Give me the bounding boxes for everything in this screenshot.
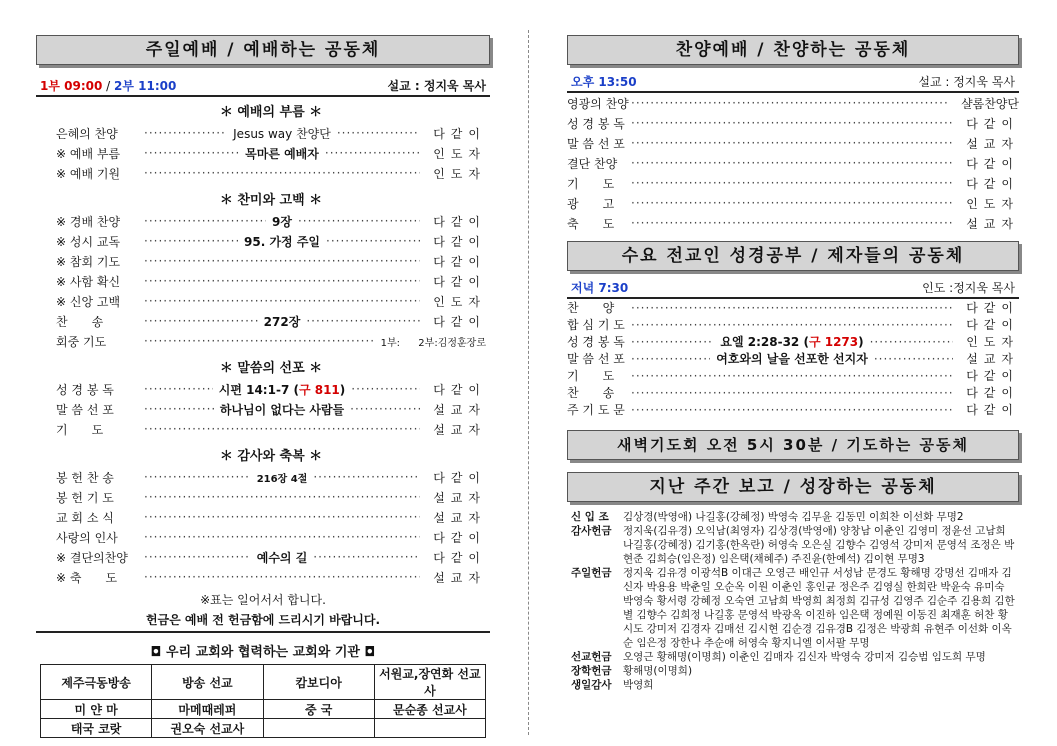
section-call-to-worship: ＊ 예배의 부름 ＊ bbox=[219, 105, 323, 120]
report-row bbox=[567, 566, 1019, 650]
order-row bbox=[567, 316, 1019, 333]
sunday-order bbox=[36, 103, 490, 587]
sermon-preacher: 설교 : 정지욱 목사 bbox=[387, 79, 486, 93]
table-row bbox=[41, 719, 486, 738]
row-person: 다같이 bbox=[966, 176, 1019, 191]
order-row bbox=[56, 123, 486, 143]
sunday-service-banner: 주일예배 / 예배하는 공동체 bbox=[36, 35, 490, 65]
wednesday-order bbox=[567, 299, 1019, 418]
table-cell: 마메때레퍼 bbox=[152, 700, 263, 719]
praise-order bbox=[567, 93, 1019, 233]
row-person: 다같이 bbox=[433, 470, 487, 485]
order-row bbox=[56, 311, 486, 331]
wednesday-time: 저녁 7:30 bbox=[571, 281, 629, 295]
row-label: 찬 양 bbox=[567, 301, 615, 315]
row-person: 인도자 bbox=[433, 294, 486, 309]
row-label: 합 심 기 도 bbox=[567, 318, 625, 332]
offering-note: 헌금은 예배 전 헌금함에 드리시기 바랍니다. bbox=[36, 611, 490, 633]
order-row bbox=[567, 350, 1019, 367]
row-person: 인도자 bbox=[966, 335, 1019, 349]
row-person: 설교자 bbox=[966, 136, 1019, 151]
praise-time: 오후 13:50 bbox=[571, 75, 637, 89]
report-key: 생일감사 bbox=[571, 679, 612, 691]
row-label: 성 경 봉 독 bbox=[56, 382, 114, 397]
row-person: 다같이 bbox=[966, 386, 1019, 400]
order-row bbox=[56, 163, 486, 183]
report-row bbox=[567, 664, 1019, 678]
wednesday-study-banner: 수요 전교인 성경공부 / 제자들의 공동체 bbox=[567, 241, 1019, 271]
row-label: ※ 신앙 고백 bbox=[56, 294, 121, 309]
row-label: ※ 축 도 bbox=[56, 570, 118, 585]
row-person: 다같이 bbox=[433, 234, 487, 249]
dawn-prayer-banner: 새벽기도회 오전 5시 30분 / 기도하는 공동체 bbox=[567, 430, 1019, 460]
order-row bbox=[56, 467, 486, 487]
wednesday-info bbox=[567, 279, 1019, 299]
row-label: 주 기 도 문 bbox=[567, 403, 625, 417]
row-label: ※ 참회 기도 bbox=[56, 254, 121, 269]
order-row bbox=[567, 193, 1019, 213]
row-content: Jesus way 찬양단 bbox=[233, 126, 331, 141]
sunday-service-info bbox=[36, 77, 490, 97]
order-row bbox=[567, 153, 1019, 173]
right-column bbox=[567, 0, 1019, 692]
row-content: 목마른 예배자 bbox=[245, 146, 319, 161]
table-cell: 미 얀 마 bbox=[41, 700, 152, 719]
row-label: 찬 송 bbox=[567, 386, 615, 400]
weekly-report-banner: 지난 주간 보고 / 성장하는 공동체 bbox=[567, 472, 1019, 502]
report-value: 오영근 황해명(이명희) 이춘인 김매자 김신자 박영숙 강미저 김승범 임도희 무명 bbox=[623, 651, 986, 663]
section-praise-confession: ＊ 찬미와 고백 ＊ bbox=[219, 193, 323, 208]
row-label: 기 도 bbox=[567, 176, 615, 191]
first-service-time: 1부 09:00 bbox=[40, 79, 103, 93]
row-person: 설교자 bbox=[433, 490, 486, 505]
section-proclamation: ＊ 말씀의 선포 ＊ bbox=[219, 361, 323, 376]
row-person: 다같이 bbox=[433, 254, 486, 269]
praise-service-banner: 찬양예배 / 찬양하는 공동체 bbox=[567, 35, 1019, 65]
table-cell bbox=[374, 719, 485, 738]
row-label: 기 도 bbox=[56, 422, 104, 437]
table-row bbox=[41, 665, 486, 700]
report-key: 주일헌금 bbox=[571, 567, 612, 579]
table-row bbox=[41, 700, 486, 719]
report-row bbox=[567, 510, 1019, 524]
report-value: 박영희 bbox=[623, 679, 654, 691]
table-cell: 서원교,장연화 선교사 bbox=[374, 665, 485, 700]
row-label: 봉 헌 기 도 bbox=[56, 490, 114, 505]
order-row bbox=[56, 379, 486, 399]
row-content: 여호와의 날을 선포한 선지자 bbox=[716, 352, 868, 366]
scripture-close: ) bbox=[858, 335, 864, 349]
order-row bbox=[567, 173, 1019, 193]
scripture-text: 시편 14:1-7 ( bbox=[218, 382, 299, 397]
row-label: 광 고 bbox=[567, 196, 615, 211]
order-row bbox=[56, 567, 486, 587]
row-person: 설교자 bbox=[433, 422, 486, 437]
report-value: 김상경(박영애) 나길홍(강혜정) 박영숙 김무윤 김동민 이희찬 이선화 무명2 bbox=[623, 511, 964, 523]
order-row bbox=[56, 143, 486, 163]
standing-note: ※표는 일어서서 합니다. bbox=[200, 593, 326, 607]
coop-table bbox=[40, 664, 486, 738]
table-cell: 제주극동방송 bbox=[41, 665, 152, 700]
report-key: 장학헌금 bbox=[571, 665, 612, 677]
row-content: 216장 4절 bbox=[256, 473, 308, 485]
table-cell: 중 국 bbox=[263, 700, 374, 719]
row-person: 다같이 bbox=[433, 382, 487, 397]
order-row bbox=[567, 333, 1019, 350]
row-label: 은혜의 찬양 bbox=[56, 126, 118, 141]
row-label: 찬 송 bbox=[56, 314, 104, 329]
row-label: 교 회 소 식 bbox=[56, 510, 114, 525]
row-person: 설교자 bbox=[433, 570, 486, 585]
row-label: 말 씀 선 포 bbox=[567, 352, 625, 366]
row-person: 다같이 bbox=[433, 550, 487, 565]
second-service-time: 2부 11:00 bbox=[114, 79, 177, 93]
column-divider bbox=[528, 30, 529, 735]
row-content: 예수의 길 bbox=[256, 550, 308, 565]
order-row bbox=[56, 271, 486, 291]
order-row bbox=[56, 419, 486, 439]
row-label: 영광의 찬양 bbox=[567, 96, 629, 111]
row-content: 95. 가정 주일 bbox=[244, 234, 320, 249]
report-value: 정지욱(김유경) 오익남(최영자) 김상경(박영애) 양창남 이춘인 김영미 정윤선 고남희 나길홍(강혜정) 김기홍(한옥란) 허영숙 오은실 김향수 김영석 강미저 문영석 조정은 박현준 김희승(임은정) 임은택(채혜주) 주진윤(한예석) 김이현 무명3 bbox=[623, 525, 1015, 565]
row-person: 설교자 bbox=[966, 352, 1020, 366]
row-person: 다같이 bbox=[433, 274, 486, 289]
table-cell: 캄보디아 bbox=[263, 665, 374, 700]
row-person: 다같이 bbox=[966, 403, 1019, 417]
row-person: 다같이 bbox=[433, 530, 486, 545]
praise-preacher: 설교 : 정지욱 목사 bbox=[918, 75, 1015, 89]
row-label: ※ 성시 교독 bbox=[56, 234, 121, 249]
report-value: 황해명(이명희) bbox=[623, 665, 693, 677]
report-row bbox=[567, 678, 1019, 692]
row-content bbox=[213, 381, 352, 398]
order-row bbox=[56, 547, 486, 567]
scripture-page: 구 1273 bbox=[808, 335, 859, 349]
row-content: 1부: bbox=[380, 337, 400, 349]
row-person: 다같이 bbox=[966, 156, 1019, 171]
table-cell: 문순종 선교사 bbox=[374, 700, 485, 719]
row-label: ※ 사함 확신 bbox=[56, 274, 121, 289]
row-label: 사랑의 인사 bbox=[56, 530, 118, 545]
order-row bbox=[567, 113, 1019, 133]
row-content: 하나님이 없다는 사람들 bbox=[219, 402, 345, 417]
row-label: 성 경 봉 독 bbox=[567, 335, 625, 349]
order-row bbox=[56, 507, 486, 527]
row-person: 다같이 bbox=[966, 301, 1019, 315]
wednesday-leader: 인도 :정지욱 목사 bbox=[922, 281, 1015, 295]
row-person: 다같이 bbox=[433, 214, 487, 229]
scripture-page: 구 811 bbox=[298, 382, 340, 397]
row-label: 결단 찬양 bbox=[567, 156, 618, 171]
row-content: 9장 bbox=[272, 214, 292, 229]
table-cell: 방송 선교 bbox=[152, 665, 263, 700]
row-person: 다같이 bbox=[966, 318, 1019, 332]
row-content: 272장 bbox=[263, 314, 301, 329]
table-cell: 태국 코랏 bbox=[41, 719, 152, 738]
section-thanks-blessing: ＊ 감사와 축복 ＊ bbox=[219, 449, 323, 464]
row-label: 회중 기도 bbox=[56, 334, 107, 349]
scripture-close: ) bbox=[339, 382, 346, 397]
service-times bbox=[40, 77, 176, 94]
report-row bbox=[567, 650, 1019, 664]
order-row bbox=[567, 367, 1019, 384]
row-person: 다같이 bbox=[966, 369, 1019, 383]
praise-service-info bbox=[567, 73, 1019, 93]
order-row bbox=[56, 251, 486, 271]
row-label: 기 도 bbox=[567, 369, 615, 383]
row-person: 2부:김정훈장로 bbox=[418, 337, 486, 349]
row-person: 인도자 bbox=[433, 166, 486, 181]
order-row bbox=[56, 487, 486, 507]
row-label: 말 씀 선 포 bbox=[56, 402, 114, 417]
row-label: 축 도 bbox=[567, 216, 615, 231]
order-row bbox=[56, 291, 486, 311]
row-label: 성 경 봉 독 bbox=[567, 116, 625, 131]
row-person: 다같이 bbox=[966, 116, 1019, 131]
order-row bbox=[567, 213, 1019, 233]
row-person: 인도자 bbox=[966, 196, 1019, 211]
row-label: 봉 헌 찬 송 bbox=[56, 470, 114, 485]
row-person: 샬롬찬양단 bbox=[961, 96, 1019, 111]
table-cell bbox=[263, 719, 374, 738]
report-value: 정지욱 김유경 이광석B 이대근 오영근 배인규 서성남 문경도 황해명 강명선 김매자 김신자 박용용 박춘일 오순옥 이원 이춘인 홍인균 정은주 김영실 한희란 박윤숙 유미숙 박영숙 황서령 강혜정 오숙연 고남희 박영희 최정희 김규성 김영주 김순주 김용희 김한별 김향수 김희정 나길홍 문영석 박광옥 이진하 임은택 정예원 이동진 최재훈 허찬 황시도 강미저 김경자 김매선 김시현 김순경 김유경B 김정은 박광희 유현주 이선화 이옥순 임은정 장한나 추순애 허영숙 황지니엘 이서팔 무명 bbox=[623, 567, 1015, 649]
table-cell: 권오숙 선교사 bbox=[152, 719, 263, 738]
row-person: 설교자 bbox=[433, 402, 486, 417]
row-person: 다같이 bbox=[433, 314, 486, 329]
order-row bbox=[56, 211, 486, 231]
order-row bbox=[56, 331, 486, 351]
row-label: ※ 예배 부름 bbox=[56, 146, 121, 161]
order-row bbox=[56, 231, 486, 251]
row-label: ※ 경배 찬양 bbox=[56, 214, 121, 229]
report-key: 감사헌금 bbox=[571, 525, 612, 537]
order-row bbox=[567, 133, 1019, 153]
report-key: 신 입 조 bbox=[571, 511, 609, 523]
row-content bbox=[714, 333, 869, 350]
row-person: 인도자 bbox=[433, 146, 487, 161]
service-separator: / bbox=[102, 79, 114, 93]
report-key: 선교헌금 bbox=[571, 651, 612, 663]
weekly-report bbox=[567, 510, 1019, 692]
order-row bbox=[567, 299, 1019, 316]
order-row bbox=[567, 384, 1019, 401]
report-row bbox=[567, 524, 1019, 566]
left-column bbox=[36, 0, 490, 738]
row-label: ※ 예배 기원 bbox=[56, 166, 121, 181]
order-row bbox=[567, 93, 1019, 113]
coop-title: ◘ 우리 교회와 협력하는 교회와 기관 ◘ bbox=[150, 645, 376, 660]
row-person: 설교자 bbox=[433, 510, 486, 525]
row-label: ※ 결단의찬양 bbox=[56, 550, 128, 565]
row-person: 다같이 bbox=[433, 126, 486, 141]
order-row bbox=[56, 399, 486, 419]
row-person: 설교자 bbox=[966, 216, 1019, 231]
order-row bbox=[56, 527, 486, 547]
scripture-text: 요엘 2:28-32 ( bbox=[720, 335, 809, 349]
row-label: 말 씀 선 포 bbox=[567, 136, 625, 151]
order-row bbox=[567, 401, 1019, 418]
